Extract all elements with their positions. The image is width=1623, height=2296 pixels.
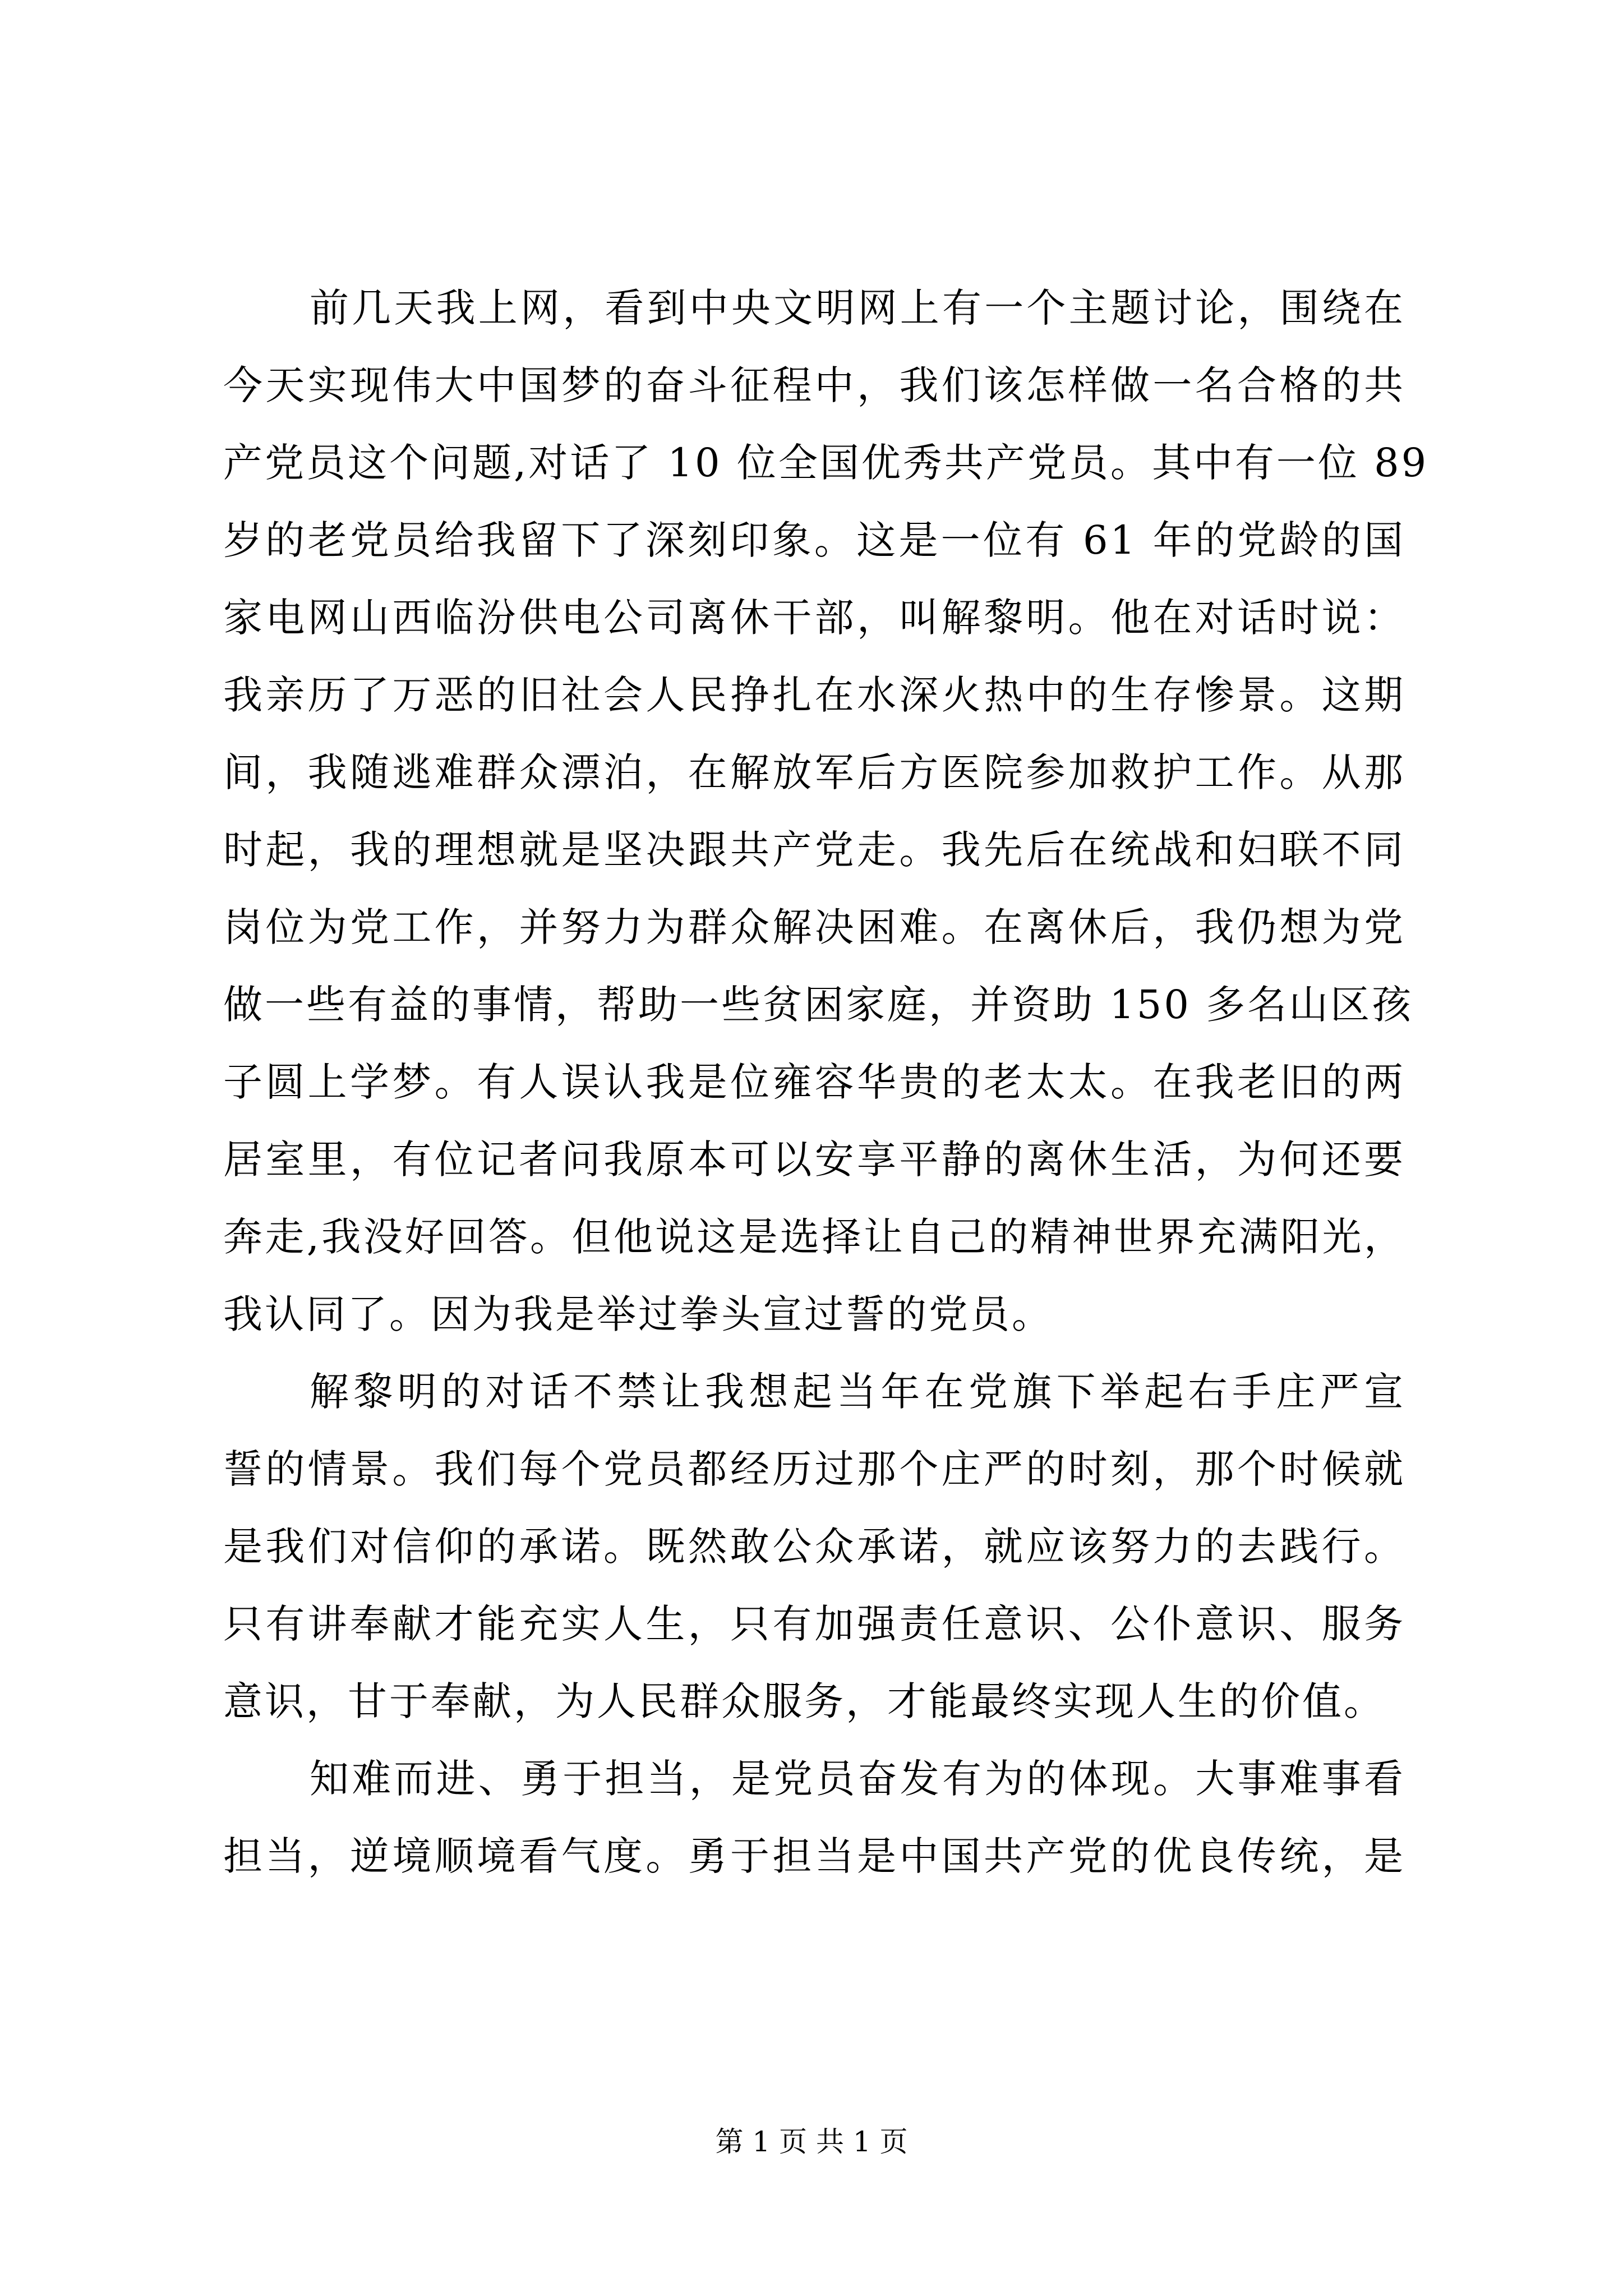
paragraph-1-line-14: 我认同了。因为我是举过拳头宣过誓的党员。 bbox=[223, 1291, 1053, 1337]
paragraph-1-line-7: 间，我随逃难群众漂泊，在解放军后方医院参加救护工作。从那 bbox=[223, 749, 1405, 795]
paragraph-1-line-13: 奔走,我没好回答。但他说这是选择让自己的精神世界充满阳光， bbox=[223, 1214, 1405, 1260]
paragraph-2-line-3: 是我们对信仰的承诺。既然敢公众承诺，就应该努力的去践行。 bbox=[223, 1524, 1405, 1570]
page-number-footer: 第 1 页 共 1 页 bbox=[715, 2125, 908, 2158]
paragraph-1-line-11: 子圆上学梦。有人误认我是位雍容华贵的老太太。在我老旧的两 bbox=[223, 1059, 1405, 1105]
paragraph-1-line-8: 时起，我的理想就是坚决跟共产党走。我先后在统战和妇联不同 bbox=[223, 827, 1405, 873]
paragraph-2-line-2: 誓的情景。我们每个党员都经历过那个庄严的时刻，那个时候就 bbox=[223, 1446, 1405, 1492]
paragraph-1-line-1: 前几天我上网，看到中央文明网上有一个主题讨论，围绕在 bbox=[310, 285, 1405, 331]
paragraph-1-line-12: 居室里，有位记者问我原本可以安享平静的离休生活，为何还要 bbox=[223, 1137, 1405, 1182]
paragraph-2-line-1: 解黎明的对话不禁让我想起当年在党旗下举起右手庄严宣 bbox=[310, 1369, 1405, 1415]
paragraph-1-line-9: 岗位为党工作，并努力为群众解决困难。在离休后，我仍想为党 bbox=[223, 904, 1405, 950]
paragraph-3-line-2: 担当，逆境顺境看气度。勇于担当是中国共产党的优良传统，是 bbox=[223, 1833, 1405, 1879]
paragraph-3-line-1: 知难而进、勇于担当，是党员奋发有为的体现。大事难事看 bbox=[310, 1756, 1405, 1802]
paragraph-1-line-10: 做一些有益的事情，帮助一些贫困家庭，并资助 150 多名山区孩 bbox=[223, 982, 1414, 1028]
paragraph-1-line-5: 家电网山西临汾供电公司离休干部，叫解黎明。他在对话时说： bbox=[223, 595, 1405, 641]
paragraph-1-line-6: 我亲历了万恶的旧社会人民挣扎在水深火热中的生存惨景。这期 bbox=[223, 672, 1405, 718]
paragraph-1-line-3: 产党员这个问题,对话了 10 位全国优秀共产党员。其中有一位 89 bbox=[223, 440, 1429, 486]
document-body bbox=[223, 269, 1429, 1895]
paragraph-1-line-4: 岁的老党员给我留下了深刻印象。这是一位有 61 年的党龄的国 bbox=[223, 517, 1405, 563]
paragraph-1-line-2: 今天实现伟大中国梦的奋斗征程中，我们该怎样做一名合格的共 bbox=[223, 362, 1405, 408]
paragraph-2-line-4: 只有讲奉献才能充实人生，只有加强责任意识、公仆意识、服务 bbox=[223, 1601, 1405, 1647]
paragraph-2-line-5: 意识，甘于奉献，为人民群众服务，才能最终实现人生的价值。 bbox=[223, 1678, 1385, 1724]
